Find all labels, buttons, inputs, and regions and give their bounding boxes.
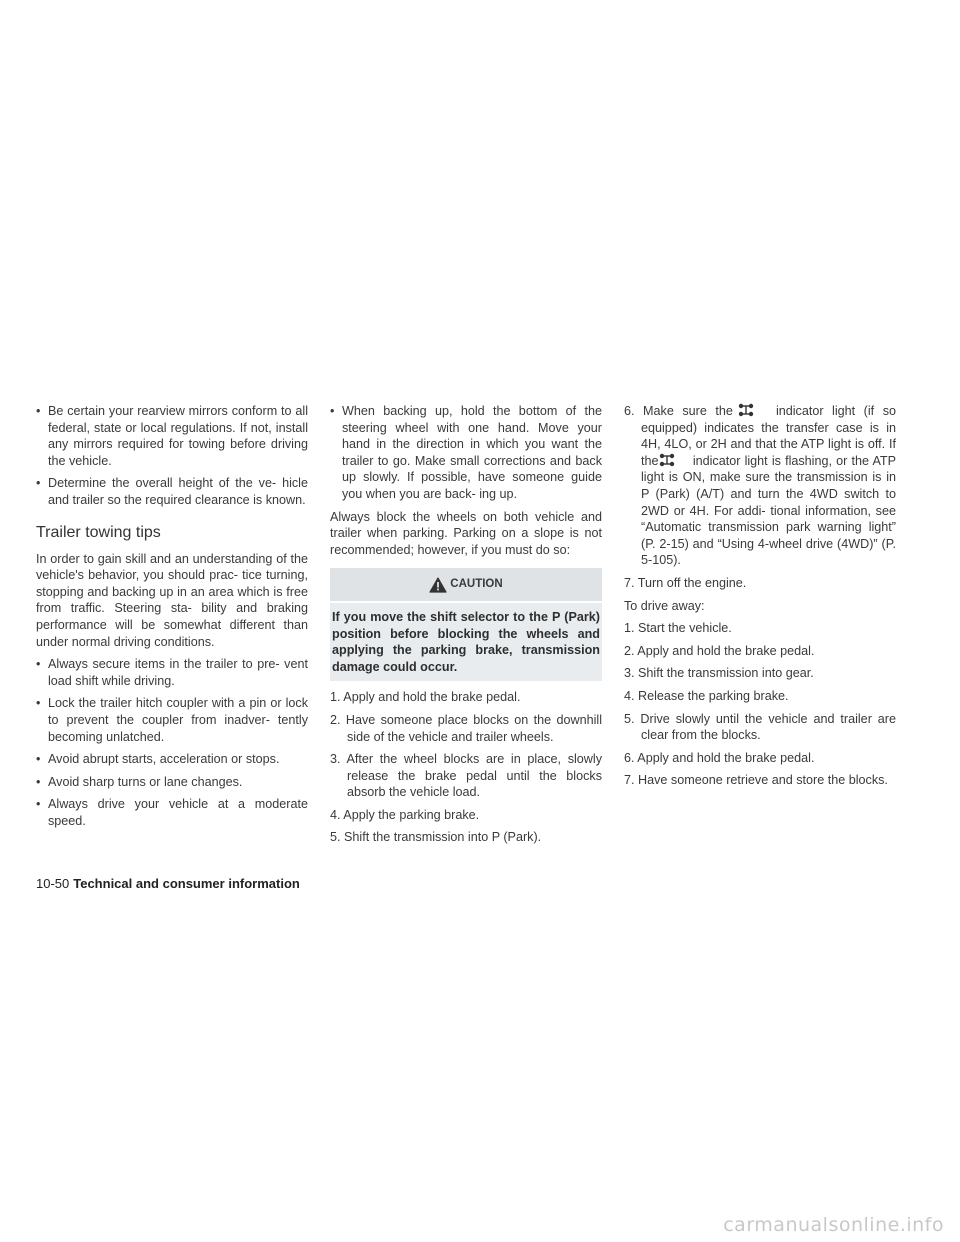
4wd-indicator-icon (663, 453, 689, 467)
parking-paragraph: Always block the wheels on both vehicle and trailer when parking. Parking on a slope is not recommended; however, if you must do so: (330, 509, 602, 557)
step-item: 7. Have someone retrieve and store the blocks. (624, 773, 888, 788)
step-item: 3. After the wheel blocks are in place, slowly release the brake pedal until the blocks absorb the vehicle load. (330, 752, 602, 800)
chapter-title: Technical and consumer information (73, 876, 300, 891)
step-item: 2. Apply and hold the brake pedal. (624, 643, 815, 658)
bullet-item: • When backing up, hold the bottom of the steering wheel with one hand. Move your hand in the direction in which you want the trailer to go. Make small corrections and back up slowly. If possible, have someone guide you when you are back- ing up. (330, 404, 602, 501)
bullet-item: • Be certain your rearview mirrors conform to all federal, state or local regulations. If not, install any mirrors required for towing before driving the vehicle. (36, 404, 308, 468)
warning-triangle-icon (429, 577, 447, 593)
section-heading: Trailer towing tips (36, 523, 161, 541)
step-item: 1. Start the vehicle. (624, 621, 732, 636)
drive-away-label: To drive away: (624, 598, 705, 613)
page-number: 10-50 (36, 876, 70, 891)
bullet-item: • Avoid abrupt starts, acceleration or stops. (36, 752, 280, 767)
step-item: 3. Shift the transmission into gear. (624, 666, 814, 681)
bullet-item: • Always secure items in the trailer to pre- vent load shift while driving. (36, 657, 308, 688)
step-item: 1. Apply and hold the brake pedal. (330, 690, 521, 705)
step-item: 4. Release the parking brake. (624, 688, 789, 703)
step-item: 5. Shift the transmission into P (Park). (330, 830, 542, 845)
watermark: carmanualsonline.info (723, 1214, 944, 1236)
caution-header (330, 568, 602, 601)
step-item: 7. Turn off the engine. (624, 575, 747, 590)
bullet-item: • Determine the overall height of the ve- hicle and trailer so the required clearance is known. (36, 476, 308, 507)
caution-title: CAUTION (450, 578, 503, 591)
step-item: 6. Apply and hold the brake pedal. (624, 750, 815, 765)
column-middle (330, 403, 602, 852)
page-footer (36, 876, 300, 891)
bullet-item: • Lock the trailer hitch coupler with a pin or lock to prevent the coupler from inadver- tently becoming unlatched. (36, 696, 308, 744)
column-right (624, 403, 896, 795)
bullet-item: • Avoid sharp turns or lane changes. (36, 774, 243, 789)
bullet-item: • Always drive your vehicle at a moderate speed. (36, 797, 308, 828)
4wd-indicator-icon (741, 403, 767, 417)
step-item: 5. Drive slowly until the vehicle and trailer are clear from the blocks. (624, 711, 896, 743)
column-left (36, 403, 308, 835)
step-item: 6. Make sure the indicator light (if so equipped) indicates the transfer case is in 4H, 4LO, or 2H and that the ATP light is off. If the indicator light is flashing, or the ATP light is ON, make sure the transmission is in P (Park) (A/T) and turn the 4WD switch to 2WD or 4H. For addi- tional information, see “Automatic transmission park warning light” (P. 2-15) and “Using 4-wheel drive (4WD)” (P. 5-105). (624, 404, 897, 568)
step-item: 2. Have someone place blocks on the downhill side of the vehicle and trailer wheels. (330, 712, 602, 744)
caution-text: If you move the shift selector to the P (Park) position before blocking the wheels and applying the parking brake, transmission damage could occur. (330, 601, 602, 681)
caution-box (330, 568, 602, 681)
intro-paragraph: In order to gain skill and an understanding of the vehicle's behavior, you should prac- tice turning, stopping and backing up in an area which is free from traffic. Steering sta- bility and braking performance will be somewhat different than under normal driving conditions. (36, 551, 308, 649)
step-item: 4. Apply the parking brake. (330, 807, 480, 822)
